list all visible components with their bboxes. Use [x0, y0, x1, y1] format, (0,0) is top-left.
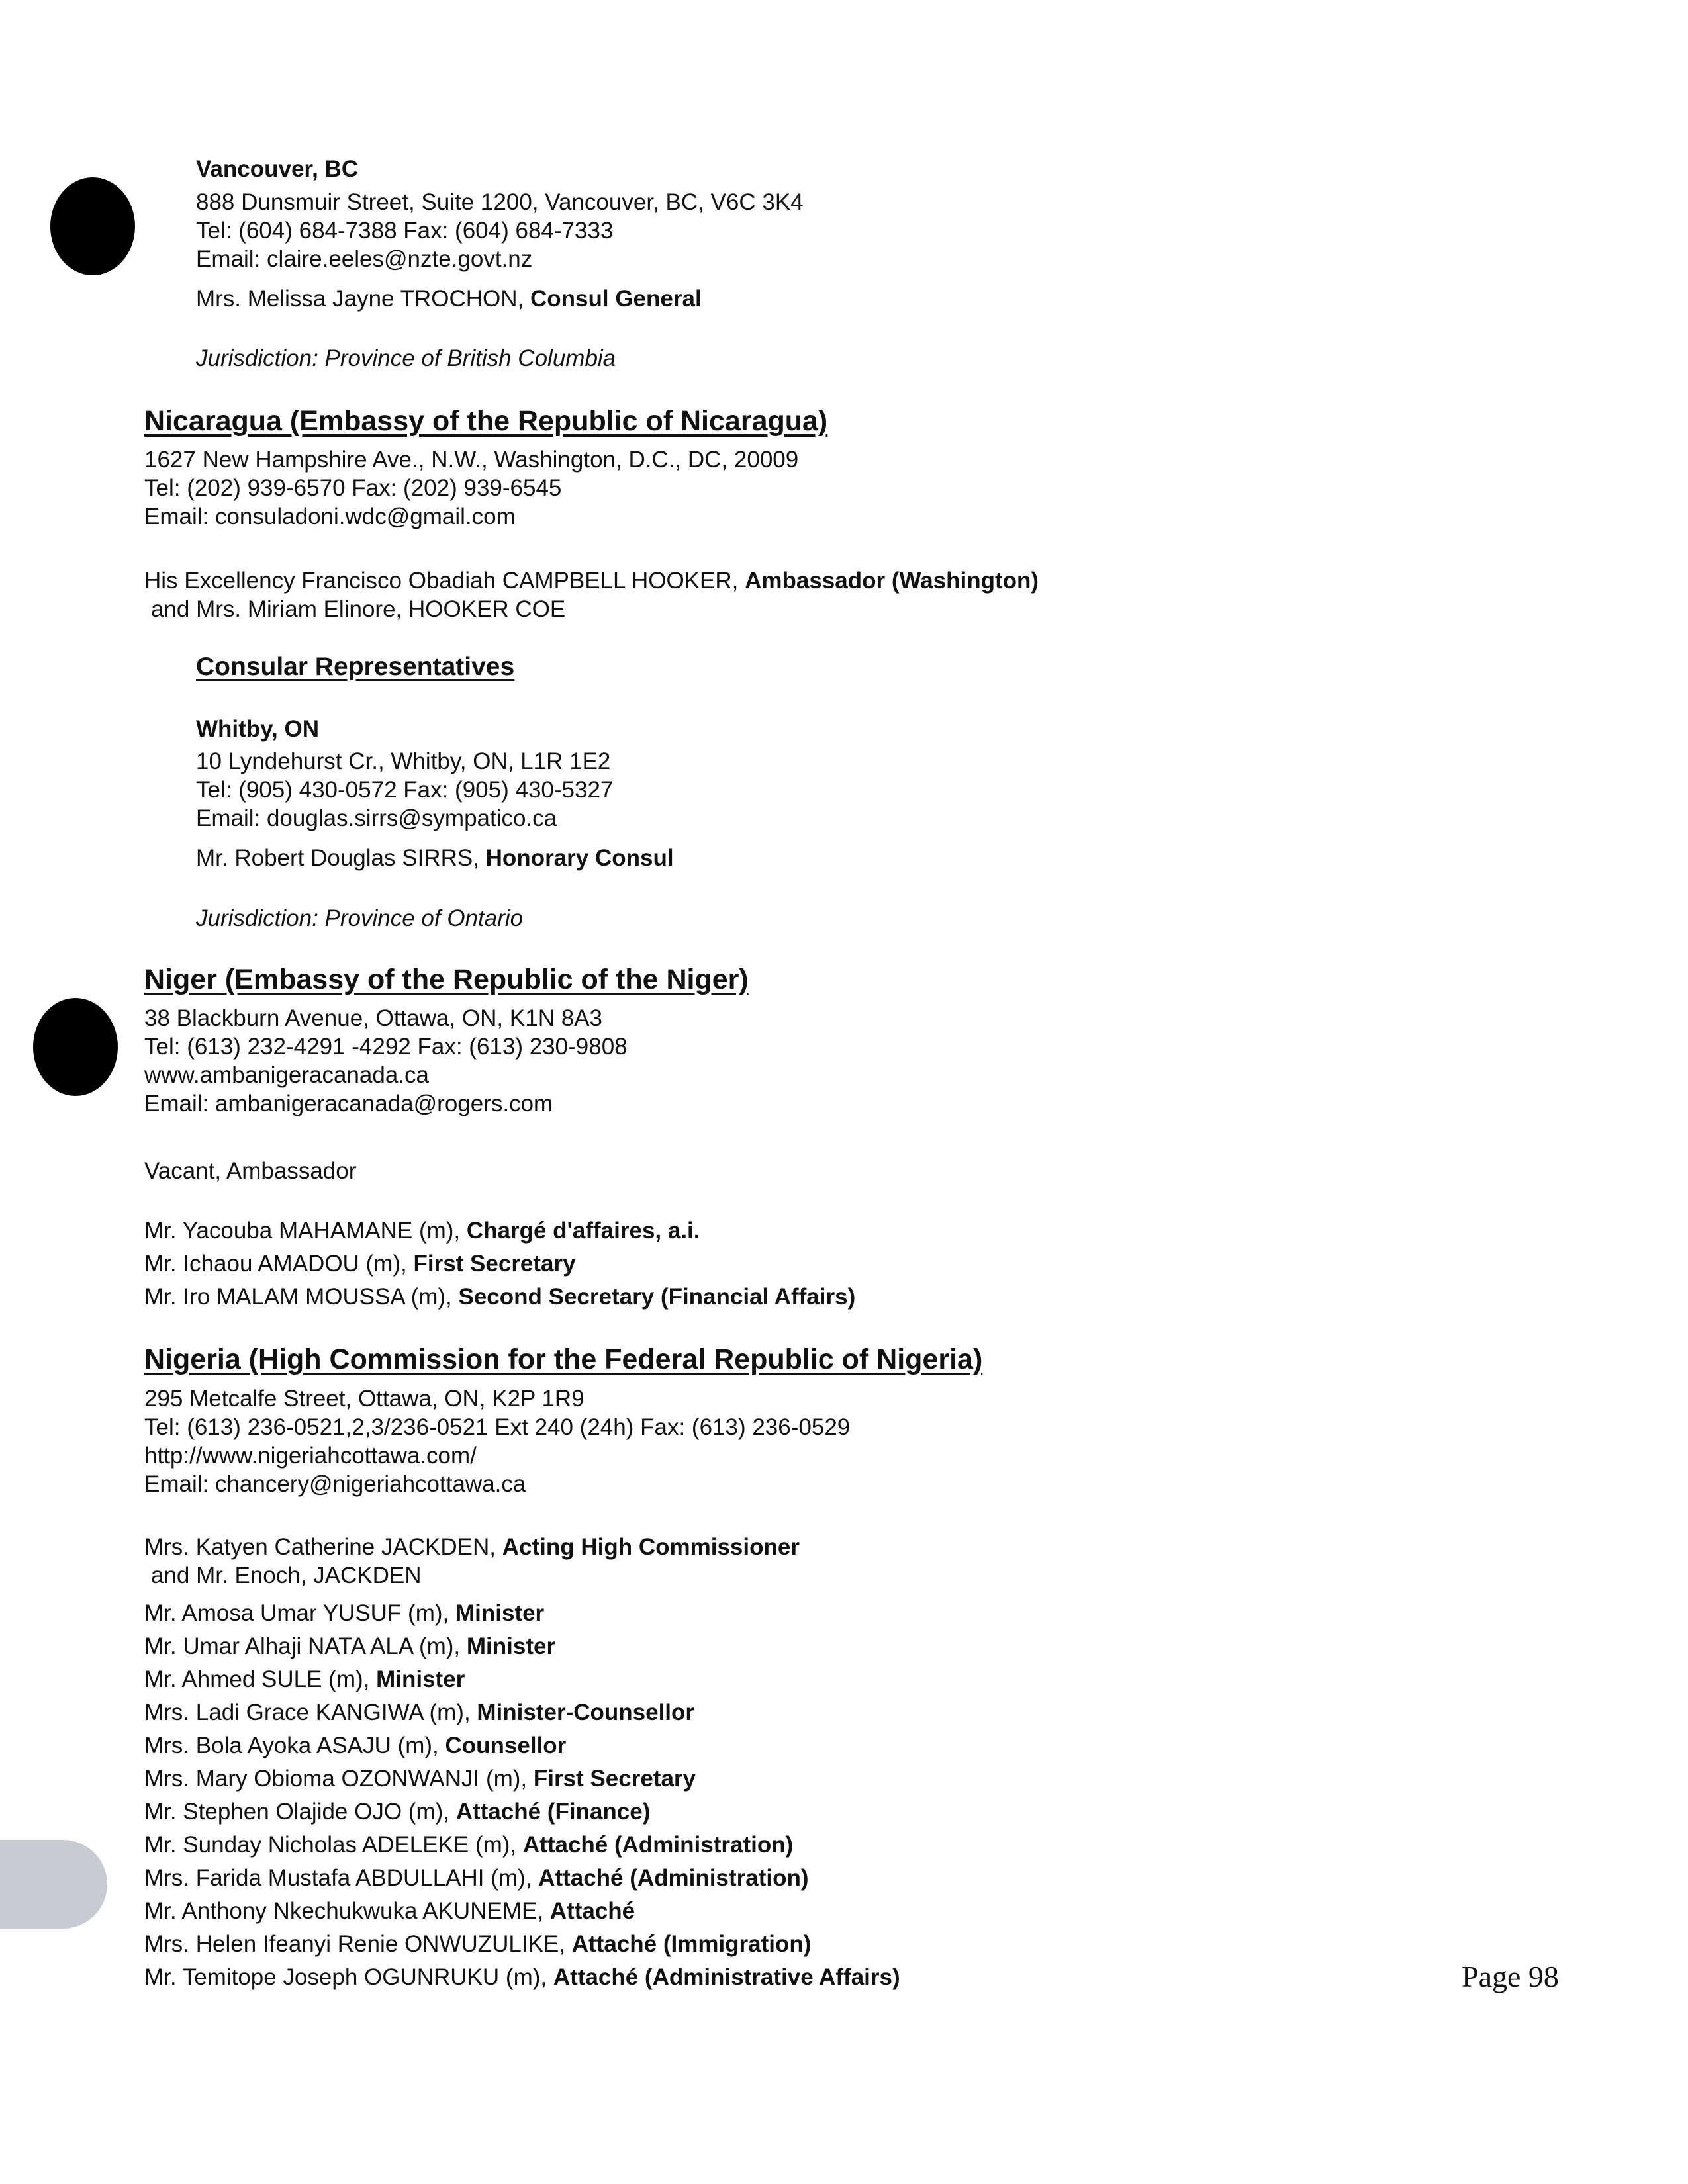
consular-heading: Consular Representatives	[196, 653, 515, 681]
consulate-email: Email: claire.eeles@nzte.govt.nz	[196, 246, 533, 272]
staff-name: Mr. Umar Alhaji NATA ALA (m),	[144, 1633, 467, 1659]
staff-title: Minister	[376, 1666, 465, 1692]
staff-title: Attaché (Administrative Affairs)	[553, 1964, 900, 1990]
consulate-phone: Tel: (604) 684-7388 Fax: (604) 684-7333	[196, 218, 614, 244]
consul-name: Mr. Robert Douglas SIRRS,	[196, 845, 486, 871]
staff-title: Counsellor	[445, 1733, 567, 1758]
jurisdiction	[196, 904, 523, 933]
embassy-website: www.ambanigeracanada.ca	[144, 1062, 429, 1088]
staff-row	[144, 1831, 793, 1860]
embassy-email: Email: consuladoni.wdc@gmail.com	[144, 504, 516, 529]
punch-hole-top	[50, 177, 135, 275]
tab-marker	[0, 1840, 107, 1929]
staff-name: Mr. Amosa Umar YUSUF (m),	[144, 1600, 455, 1626]
staff-name: Mr. Iro MALAM MOUSSA (m),	[144, 1284, 459, 1310]
consulate-city: Vancouver, BC	[196, 156, 359, 182]
commission-phone: Tel: (613) 236-0521,2,3/236-0521 Ext 240 (24h) Fax: (613) 236-0529	[144, 1414, 851, 1440]
staff-row	[144, 1665, 465, 1694]
staff-title: First Secretary	[533, 1766, 696, 1792]
staff-title: Attaché	[549, 1898, 635, 1924]
embassy-email: Email: ambanigeracanada@rogers.com	[144, 1091, 553, 1116]
consulate-email: Email: douglas.sirrs@sympatico.ca	[196, 805, 557, 831]
ambassador-entry	[144, 567, 1039, 596]
head-title: Acting High Commissioner	[502, 1534, 800, 1560]
head-name: Mrs. Katyen Catherine JACKDEN,	[144, 1534, 502, 1560]
consul-title: Consul General	[530, 286, 702, 312]
staff-title: Second Secretary (Financial Affairs)	[458, 1284, 856, 1310]
embassy-phone: Tel: (613) 232-4291 -4292 Fax: (613) 230-9808	[144, 1034, 628, 1060]
ambassador-spouse: and Mrs. Miriam Elinore, HOOKER COE	[151, 596, 566, 622]
staff-row	[144, 1864, 809, 1893]
staff-name: Mrs. Bola Ayoka ASAJU (m),	[144, 1733, 445, 1758]
page-number: Page 98	[1462, 1960, 1559, 1993]
head-spouse: and Mr. Enoch, JACKDEN	[151, 1563, 422, 1588]
staff-title: Minister	[466, 1633, 556, 1659]
embassy-phone: Tel: (202) 939-6570 Fax: (202) 939-6545	[144, 475, 562, 501]
jurisdiction-value: Province of Ontario	[324, 905, 524, 931]
staff-title: Chargé d'affaires, a.i.	[466, 1218, 700, 1244]
staff-row	[144, 1930, 811, 1959]
ambassador-title: Ambassador (Washington)	[745, 568, 1039, 594]
staff-title: Attaché (Administration)	[538, 1865, 809, 1891]
consul-name: Mrs. Melissa Jayne TROCHON,	[196, 286, 530, 312]
jurisdiction-label: Jurisdiction:	[196, 345, 325, 371]
staff-row	[144, 1250, 576, 1279]
punch-hole-middle	[33, 998, 118, 1096]
staff-name: Mrs. Ladi Grace KANGIWA (m),	[144, 1700, 477, 1725]
consulate-address: 10 Lyndehurst Cr., Whitby, ON, L1R 1E2	[196, 749, 611, 774]
staff-row	[144, 1599, 544, 1628]
jurisdiction-label: Jurisdiction:	[196, 905, 325, 931]
staff-name: Mrs. Farida Mustafa ABDULLAHI (m),	[144, 1865, 539, 1891]
consul-entry	[196, 285, 702, 314]
consul-title: Honorary Consul	[485, 845, 674, 871]
staff-name: Mr. Stephen Olajide OJO (m),	[144, 1799, 456, 1825]
country-heading-nicaragua: Nicaragua (Embassy of the Republic of Nicaragua)	[144, 405, 828, 437]
staff-row	[144, 1797, 650, 1827]
staff-row	[144, 1897, 635, 1926]
staff-title: Attaché (Finance)	[455, 1799, 651, 1825]
consulate-address: 888 Dunsmuir Street, Suite 1200, Vancouver, BC, V6C 3K4	[196, 189, 804, 215]
embassy-address: 1627 New Hampshire Ave., N.W., Washington, D.C., DC, 20009	[144, 447, 799, 473]
staff-row	[144, 1764, 696, 1794]
staff-name: Mr. Temitope Joseph OGUNRUKU (m),	[144, 1964, 553, 1990]
staff-name: Mr. Yacouba MAHAMANE (m),	[144, 1218, 467, 1244]
commission-email: Email: chancery@nigeriahcottawa.ca	[144, 1471, 526, 1497]
commission-address: 295 Metcalfe Street, Ottawa, ON, K2P 1R9	[144, 1386, 585, 1412]
staff-title: First Secretary	[413, 1251, 576, 1277]
staff-name: Mr. Anthony Nkechukwuka AKUNEME,	[144, 1898, 550, 1924]
staff-name: Mr. Ahmed SULE (m),	[144, 1666, 377, 1692]
staff-name: Mr. Ichaou AMADOU (m),	[144, 1251, 414, 1277]
staff-name: Mrs. Mary Obioma OZONWANJI (m),	[144, 1766, 534, 1792]
country-heading-nigeria: Nigeria (High Commission for the Federal Republic of Nigeria)	[144, 1343, 983, 1375]
head-of-mission-entry	[144, 1533, 800, 1562]
staff-row	[144, 1963, 900, 1992]
commission-website: http://www.nigeriahcottawa.com/	[144, 1443, 477, 1469]
ambassador-entry: Vacant, Ambassador	[144, 1158, 357, 1184]
staff-name: Mr. Sunday Nicholas ADELEKE (m),	[144, 1832, 523, 1858]
consul-entry	[196, 844, 674, 873]
jurisdiction-value: Province of British Columbia	[324, 345, 616, 371]
ambassador-name: His Excellency Francisco Obadiah CAMPBELL HOOKER,	[144, 568, 745, 594]
staff-title: Minister-Counsellor	[477, 1700, 695, 1725]
jurisdiction	[196, 344, 616, 373]
staff-title: Minister	[455, 1600, 545, 1626]
staff-row	[144, 1216, 700, 1246]
staff-row	[144, 1731, 566, 1760]
staff-row	[144, 1632, 555, 1661]
staff-title: Attaché (Immigration)	[571, 1931, 812, 1957]
embassy-address: 38 Blackburn Avenue, Ottawa, ON, K1N 8A3	[144, 1005, 602, 1031]
consulate-city: Whitby, ON	[196, 716, 319, 742]
staff-row	[144, 1698, 694, 1727]
staff-row	[144, 1283, 855, 1312]
staff-title: Attaché (Administration)	[522, 1832, 794, 1858]
staff-name: Mrs. Helen Ifeanyi Renie ONWUZULIKE,	[144, 1931, 572, 1957]
country-heading-niger: Niger (Embassy of the Republic of the Niger)	[144, 964, 749, 995]
consulate-phone: Tel: (905) 430-0572 Fax: (905) 430-5327	[196, 777, 614, 803]
